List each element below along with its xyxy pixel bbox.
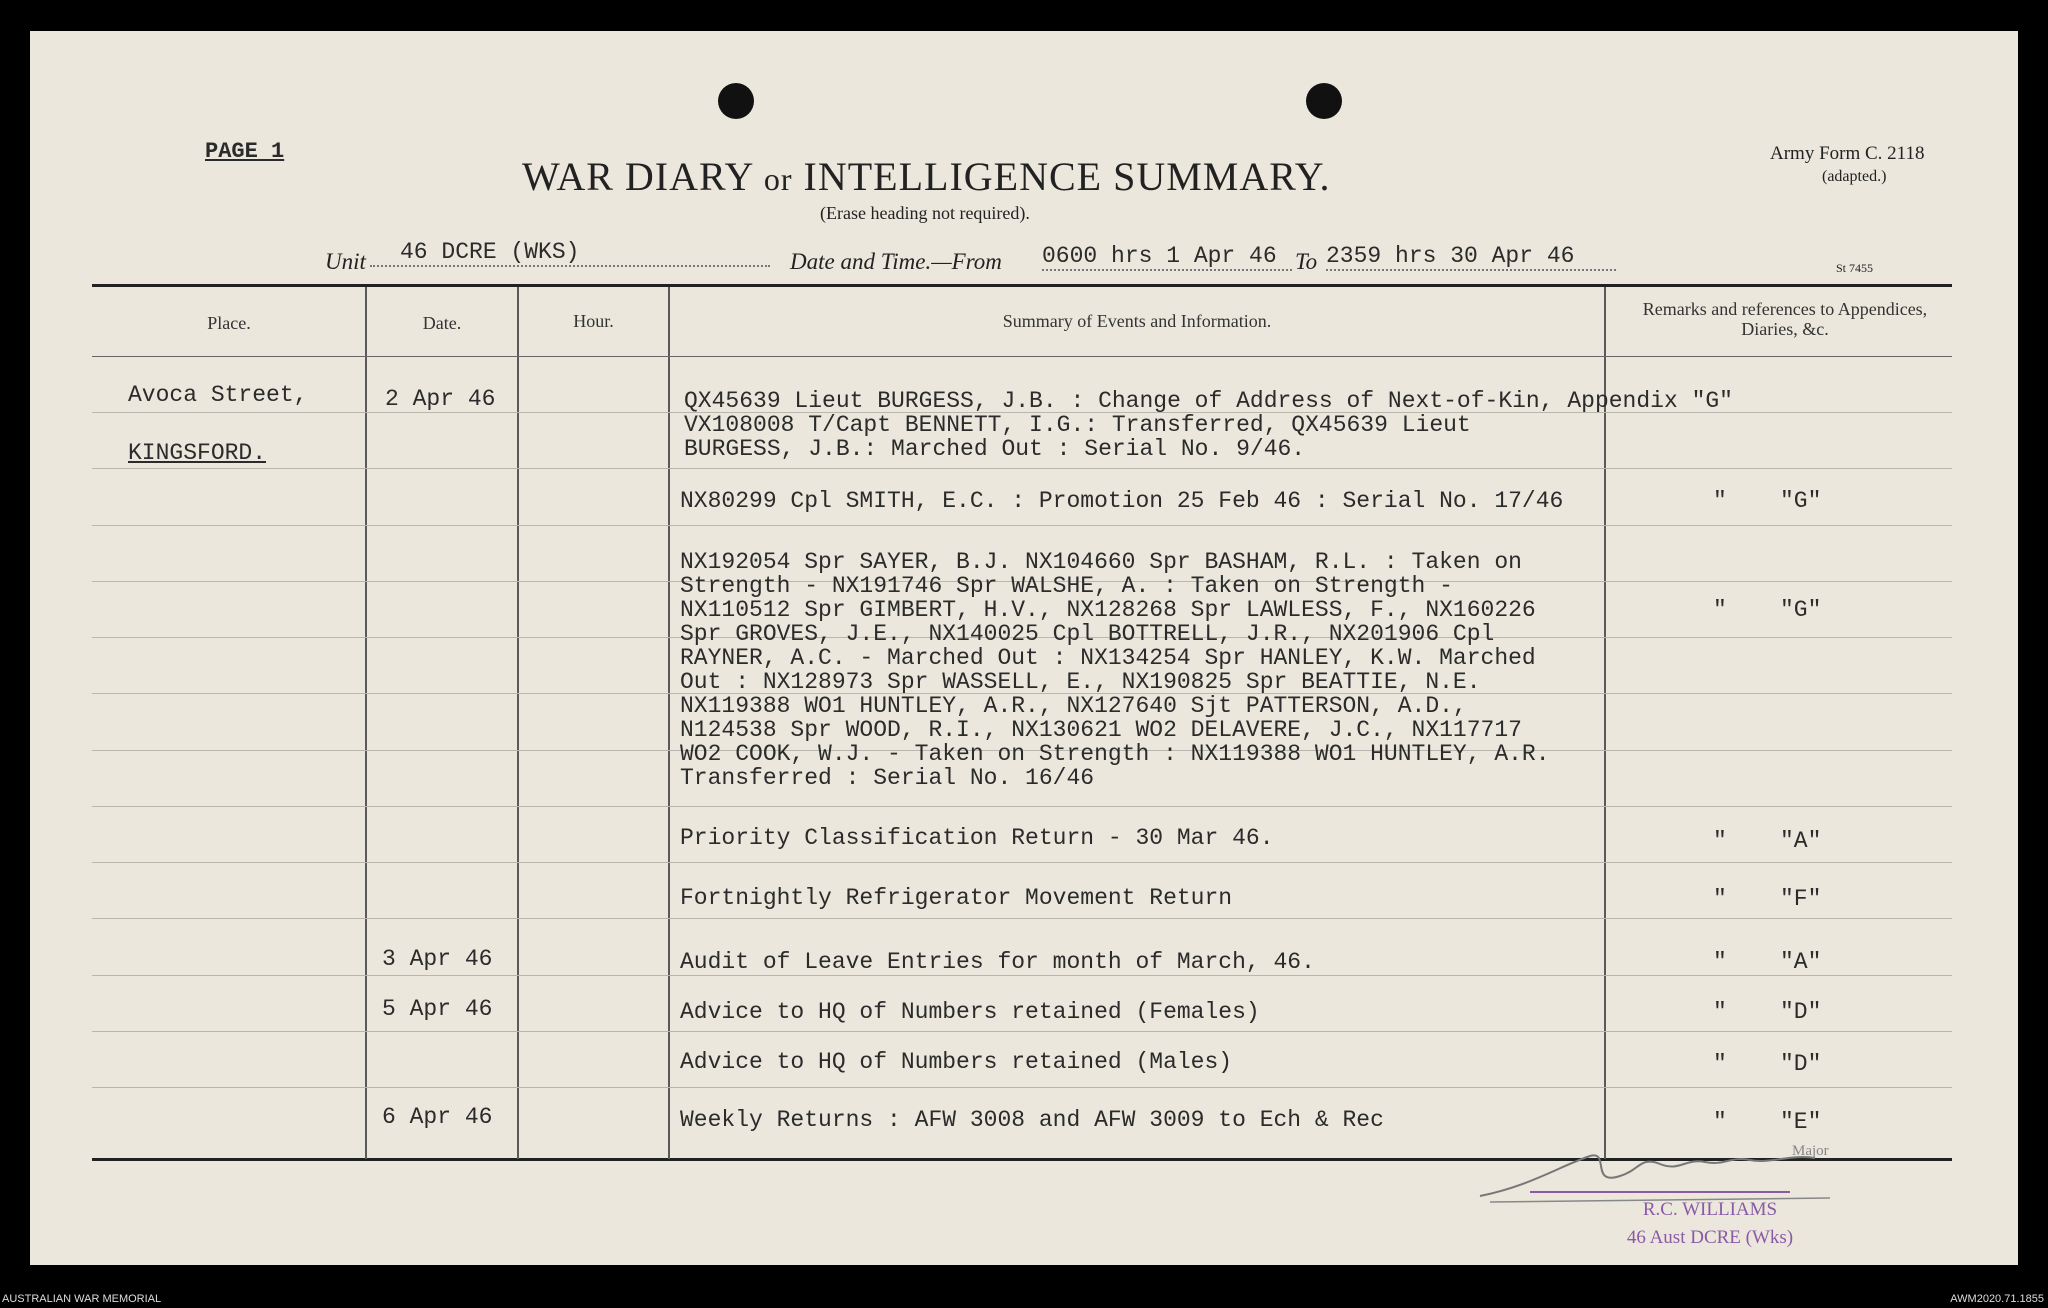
ditto-mark: " [1713,1051,1727,1077]
adapted-label: (adapted.) [1822,168,1887,185]
column-divider [517,287,519,1159]
column-header-hour: Hour. [573,311,614,331]
entry-line: NX192054 Spr SAYER, B.J. NX104660 Spr BASHAM, R.L. : Taken on [680,549,1522,575]
title-main: WAR DIARY [522,154,753,199]
column-divider [1604,287,1606,1159]
signature-unit: 46 Aust DCRE (Wks) [1626,1227,1794,1248]
date-time-label: Date and Time.—From [790,249,1002,274]
entry-line: WO2 COOK, W.J. - Taken on Strength : NX119388 WO1 HUNTLEY, A.R. [680,741,1550,767]
appendix-ref: "G" [1780,597,1822,623]
ditto-mark: " [1713,886,1727,912]
column-header-remarks: Remarks and references to Appendices, Diaries, &c. [1642,299,1928,339]
appendix-ref: "A" [1780,949,1822,975]
ruled-line [92,918,1952,919]
entry-line: RAYNER, A.C. - Marched Out : NX134254 Spr HANLEY, K.W. Marched [680,645,1536,671]
from-value: 0600 hrs 1 Apr 46 [1042,243,1292,271]
entry-line: Priority Classification Return - 30 Mar 46. [680,825,1274,851]
column-divider [668,287,670,1159]
entry-date: 5 Apr 46 [382,996,493,1022]
entry-line: Audit of Leave Entries for month of March, 46. [680,949,1315,975]
column-header-place: Place. [207,313,251,333]
entry-line: VX108008 T/Capt BENNETT, I.G.: Transferred, QX45639 Lieut [684,412,1471,438]
entry-line: NX80299 Cpl SMITH, E.C. : Promotion 25 Feb 46 : Serial No. 17/46 [680,488,1564,514]
army-form-label: Army Form C. 2118 [1770,143,1925,164]
ditto-mark: " [1713,949,1727,975]
ditto-mark: " [1713,488,1727,514]
ruled-line [92,468,1952,469]
column-header-date: Date. [422,313,462,333]
entry-line: Weekly Returns : AFW 3008 and AFW 3009 to Ech & Rec [680,1107,1384,1133]
place-street: Avoca Street, [128,382,308,408]
entry-date: 6 Apr 46 [382,1104,493,1130]
stamp-rule [1530,1191,1790,1193]
ruled-line [92,1087,1952,1088]
entry-line: Advice to HQ of Numbers retained (Males) [680,1049,1233,1075]
entry-date: 3 Apr 46 [382,946,493,972]
ruled-line [92,806,1952,807]
entry-line: Transferred : Serial No. 16/46 [680,765,1095,791]
unit-label: Unit [325,249,366,274]
page-label: PAGE 1 [205,139,285,164]
ruled-line [92,975,1952,976]
punch-hole [718,83,754,119]
entry-line: NX119388 WO1 HUNTLEY, A.R., NX127640 Sjt PATTERSON, A.D., [680,693,1467,719]
entry-line: N124538 Spr WOOD, R.I., NX130621 WO2 DELAVERE, J.C., NX117717 [680,717,1522,743]
entry-line: NX110512 Spr GIMBERT, H.V., NX128268 Spr LAWLESS, F., NX160226 [680,597,1536,623]
header-rule [92,356,1952,357]
appendix-ref: "F" [1780,886,1822,912]
entry-line: BURGESS, J.B.: Marched Out : Serial No. 9/46. [684,436,1306,462]
appendix-ref: "A" [1780,828,1822,854]
erase-note: (Erase heading not required). [820,203,1030,223]
entry-line: Strength - NX191746 Spr WALSHE, A. : Taken on Strength - [680,573,1453,599]
ruled-line [92,1031,1952,1032]
ditto-mark: " [1713,828,1727,854]
unit-value: 46 DCRE (WKS) [370,239,770,267]
entry-date: 2 Apr 46 [385,386,496,412]
to-value: 2359 hrs 30 Apr 46 [1326,243,1616,271]
signature-rank: Major [1792,1143,1829,1159]
column-divider [365,287,367,1159]
entry-line: Out : NX128973 Spr WASSELL, E., NX190825 Spr BEATTIE, N.E. [680,669,1481,695]
place-suburb: KINGSFORD. [128,440,267,466]
punch-hole [1306,83,1342,119]
ditto-mark: " [1713,1109,1727,1135]
entry-line: QX45639 Lieut BURGESS, J.B. : Change of Address of Next-of-Kin, Appendix "G" [684,388,1733,414]
appendix-ref: "D" [1780,999,1822,1025]
signature-name: R.C. WILLIAMS [1642,1199,1778,1220]
appendix-ref: "G" [1780,488,1822,514]
page-title [522,153,1330,200]
entry-line: Fortnightly Refrigerator Movement Return [680,885,1233,911]
document-page [30,31,2018,1265]
title-or: or [763,161,793,197]
title-rest: INTELLIGENCE SUMMARY. [803,154,1331,199]
ditto-mark: " [1713,999,1727,1025]
table-top-rule [92,284,1952,287]
entry-line: Spr GROVES, J.E., NX140025 Cpl BOTTRELL, J.R., NX201906 Cpl [680,621,1495,647]
column-header-summary: Summary of Events and Information. [1002,311,1272,331]
to-label: To [1295,249,1318,274]
ditto-mark: " [1713,597,1727,623]
ruled-line [92,862,1952,863]
appendix-ref: "D" [1780,1051,1822,1077]
footer-accession: AWM2020.71.1855 [1950,1293,2044,1305]
entry-line: Advice to HQ of Numbers retained (Females) [680,999,1260,1025]
appendix-ref: "E" [1780,1109,1822,1135]
form-code: St 7455 [1836,261,1874,275]
footer-source: AUSTRALIAN WAR MEMORIAL [2,1293,162,1305]
ruled-line [92,525,1952,526]
